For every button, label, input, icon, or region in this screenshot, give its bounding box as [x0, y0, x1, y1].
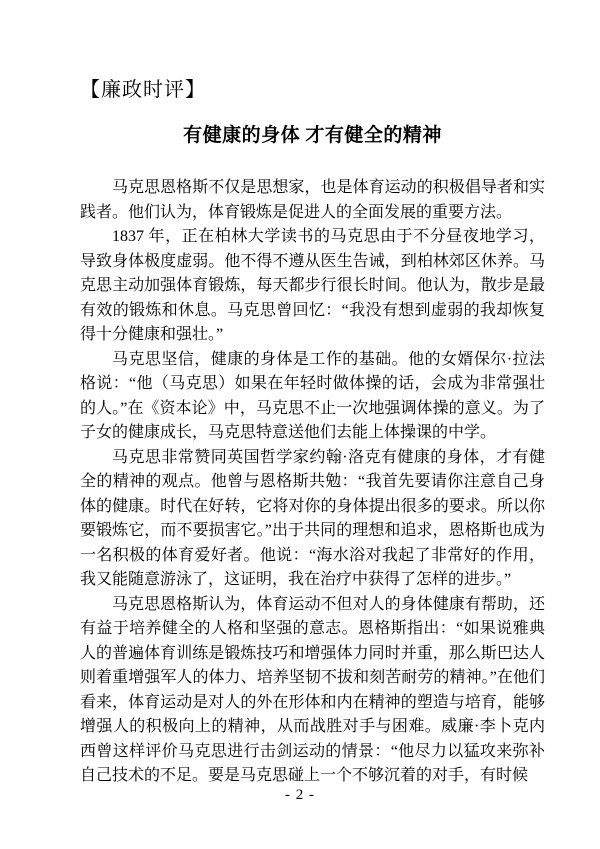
doc-title: 有健康的身体 才有健全的精神: [183, 125, 442, 146]
paragraph: 马克思恩格斯认为，体育运动不但对人的身体健康有帮助，还有益于培养健全的人格和坚强的意志。恩格斯指出：“如果说雅典人的普遍体育训练是锻炼技巧和增强体力同时并重，那么斯巴达人则着重增强军人的体力、培养坚韧不拔和刻苦耐劳的精神。”在他们看来，体育运动是对人的外在形体和内在精神的塑造与培育，能够增强人的积极向上的精神，从而战胜对手与困难。威廉·李卜克内西曾这样评价马克思进行击剑运动的情景：“他尽力以猛攻来弥补自己技术的不足。要是马克思碰上一个不够沉着的对手，有时候: [80, 595, 545, 784]
paragraph: 马克思非常赞同英国哲学家约翰·洛克有健康的身体，才有健全的精神的观点。他曾与恩格斯共勉：“我首先要请你注意自己身体的健康。时代在好转，它将对你的身体提出很多的要求。所以你要锻炼它，而不要损害它。”出于共同的理想和追求，恩格斯也成为一名积极的体育爱好者。他说：“海水浴对我起了非常好的作用，我又能随意游泳了，这证明，我在治疗中获得了怎样的进步。”: [80, 448, 545, 588]
page-number: - 2 -: [285, 787, 315, 803]
paragraph: 1837 年，正在柏林大学读书的马克思由于不分昼夜地学习，导致身体极度虚弱。他不得不遵从医生告诫，到柏林郊区休养。马克思主动加强体育锻炼，每天都步行很长时间。他认为，散步是最有效的锻炼和休息。马克思曾回忆：“我没有想到虚弱的我却恢复得十分健康和强壮。”: [80, 228, 545, 343]
page-content: [80, 76, 545, 794]
article-body: [80, 176, 545, 794]
section-tag: 【廉政时评】: [80, 79, 206, 101]
paragraph: 马克思坚信，健康的身体是工作的基础。他的女婿保尔·拉法格说：“他（马克思）如果在年轻时做体操的话，会成为非常强壮的人。”在《资本论》中，马克思不止一次地强调体操的意义。为了子女的健康成长，马克思特意送他们去能上体操课的中学。: [80, 350, 545, 441]
paragraph: 马克思恩格斯不仅是思想家，也是体育运动的积极倡导者和实践者。他们认为，体育锻炼是促进人的全面发展的重要方法。: [80, 179, 545, 221]
